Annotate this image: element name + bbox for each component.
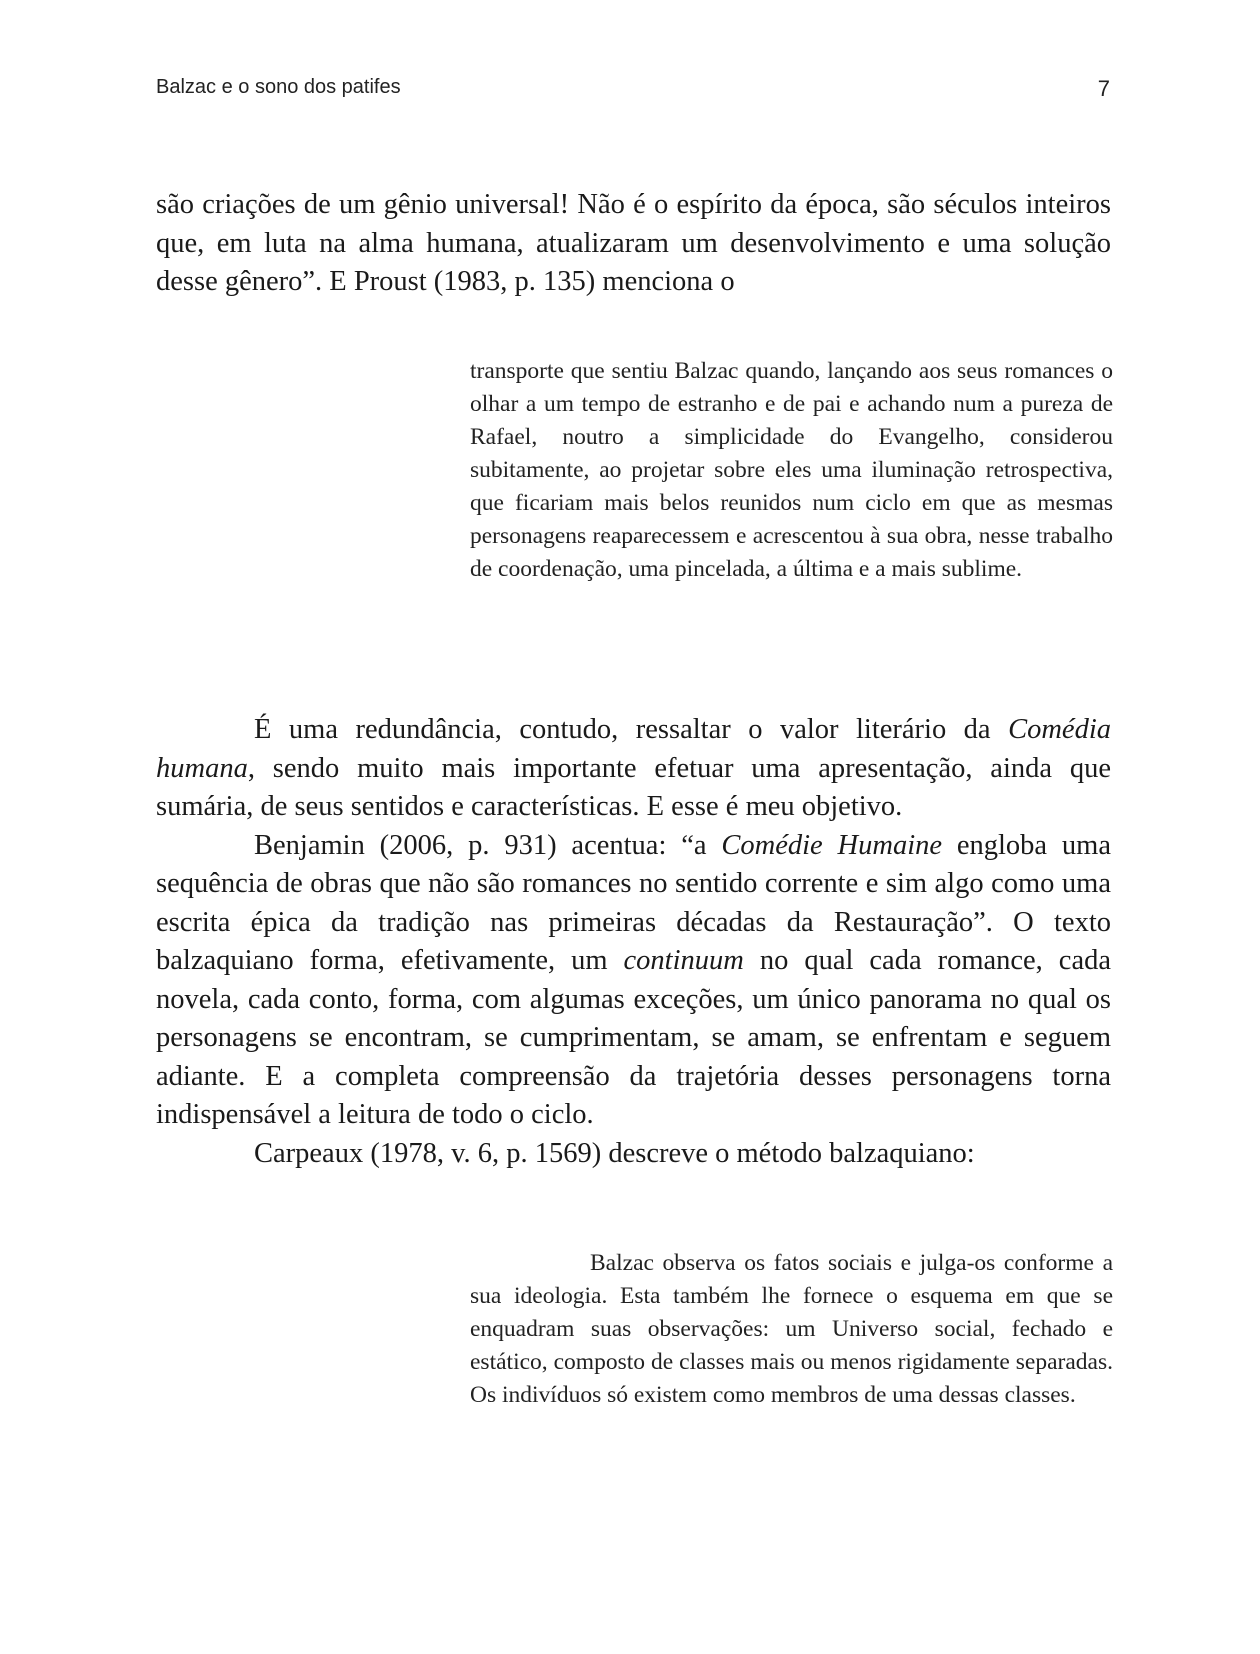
paragraph-1: são criações de um gênio universal! Não é o espírito da época, são séculos inteiros que, em luta na alma humana, atualizaram um desenvolvimento e uma solução desse gênero”. E Proust (1983, p. 135) menciona o xyxy=(156,189,1111,297)
paragraph-3-part2: engloba uma sequência de obras que não são romances no sentido corrente e sim algo como uma escrita épica da tradição nas primeiras décadas da Restauração”. O texto balzaquiano forma, efetivamente, um xyxy=(156,829,1111,976)
running-header xyxy=(156,76,1110,106)
blockquote-2-text: Balzac observa os fatos sociais e julga-os conforme a sua ideologia. Esta também lhe fornece o esquema em que se enquadram suas observações: um Universo social, fechado e estático, composto de classes mais ou menos rigidamente separadas. Os indivíduos só existem como membros de uma dessas classes. xyxy=(470,1250,1113,1408)
paragraph-3 xyxy=(156,827,1111,1135)
block-quotation-proust xyxy=(470,355,1113,586)
page-number: 7 xyxy=(1097,76,1110,101)
main-body xyxy=(156,711,1111,1173)
paragraph-3-part1: Benjamin (2006, p. 931) acentua: “a xyxy=(254,829,722,861)
blockquote-1-text: transporte que sentiu Balzac quando, lançando aos seus romances o olhar a um tempo de estranho e de pai e achando num a pureza de Rafael, noutro a simplicidade do Evangelho, considerou subitamente, ao projetar sobre eles uma iluminação retrospectiva, que ficariam mais belos reunidos num ciclo em que as mesmas personagens reaparecessem e acrescentou à sua obra, nesse trabalho de coordenação, uma pincelada, a última e a mais sublime. xyxy=(470,358,1113,582)
running-title: Balzac e o sono dos patifes xyxy=(156,76,401,98)
paragraph-2-part1: É uma redundância, contudo, ressaltar o valor literário da xyxy=(254,714,1009,745)
paragraph-3-part3: no qual cada romance, cada novela, cada conto, forma, com algumas exceções, um único panorama no qual os personagens se encontram, se cumprimentam, se amam, se enfrentam e seguem adiante. E a completa compreensão da trajetória desses personagens torna indispensável a leitura de todo o ciclo. xyxy=(156,945,1111,1130)
block-quotation-carpeaux xyxy=(470,1247,1113,1412)
italic-comedie-humaine: Comédie Humaine xyxy=(721,829,943,861)
italic-comedia-humana: Comédia humana xyxy=(156,714,1111,784)
paragraph-2-part2: , sendo muito mais importante efetuar uma apresentação, ainda que sumária, de seus sentidos e características. E esse é meu objetivo. xyxy=(156,752,1111,822)
paragraph-continuation xyxy=(156,186,1111,302)
italic-continuum: continuum xyxy=(623,945,744,976)
paragraph-2 xyxy=(156,711,1111,827)
paragraph-4: Carpeaux (1978, v. 6, p. 1569) descreve o método balzaquiano: xyxy=(254,1137,975,1169)
